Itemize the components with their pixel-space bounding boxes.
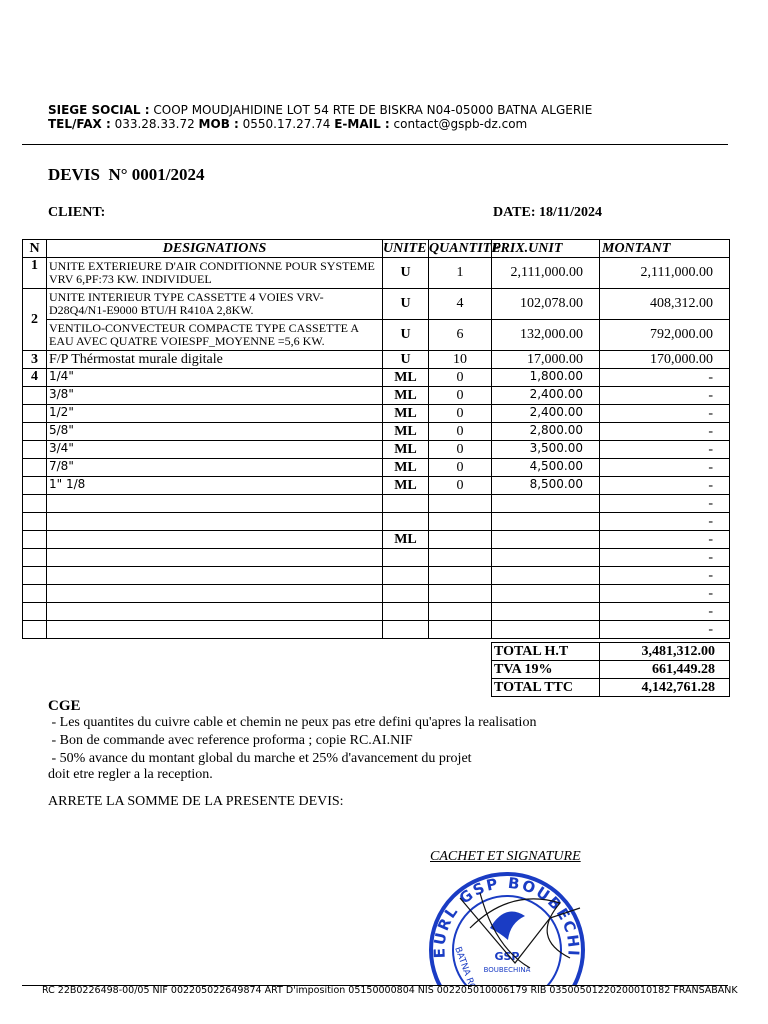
table-row xyxy=(23,459,730,477)
row-unit xyxy=(383,549,429,567)
row-amount: 792,000.00 xyxy=(600,320,730,351)
row-unit: ML xyxy=(383,423,429,441)
row-qty: 10 xyxy=(429,351,492,369)
table-row xyxy=(23,387,730,405)
row-qty: 1 xyxy=(429,258,492,289)
col-header-quantite: QUANTITE xyxy=(429,240,501,256)
row-number: 1 xyxy=(23,258,47,289)
stamp-center-text: GSP xyxy=(494,950,520,963)
row-qty: 0 xyxy=(429,459,492,477)
row-designation: 5/8" xyxy=(47,423,383,441)
company-contact: TEL/FAX : 033.28.33.72 MOB : 0550.17.27.74 E-MAIL : contact@gspb-dz.com xyxy=(48,117,528,131)
tva-row xyxy=(492,661,730,679)
row-unit: U xyxy=(383,289,429,320)
row-amount: - xyxy=(600,405,730,423)
row-unit: U xyxy=(383,258,429,289)
arrete-text: ARRETE LA SOMME DE LA PRESENTE DEVIS: xyxy=(48,794,344,809)
row-price: 3,500.00 xyxy=(492,441,600,459)
row-qty: 0 xyxy=(429,369,492,387)
stamp-text: EURL GSP BOUBECHI xyxy=(430,873,583,959)
empty-row xyxy=(23,495,730,513)
stamp-sub-text: BOUBECHINA xyxy=(483,966,531,974)
row-price: 4,500.00 xyxy=(492,459,600,477)
company-address: SIEGE SOCIAL : COOP MOUDJAHIDINE LOT 54 RTE DE BISKRA N04-05000 BATNA ALGERIE xyxy=(48,103,593,117)
row-price: 2,400.00 xyxy=(492,387,600,405)
row-unit xyxy=(383,621,429,639)
table-header-row xyxy=(23,240,730,258)
row-amount: - xyxy=(600,585,730,603)
row-amount: 2,111,000.00 xyxy=(600,258,730,289)
empty-row xyxy=(23,531,730,549)
row-qty: 4 xyxy=(429,289,492,320)
row-qty: 6 xyxy=(429,320,492,351)
row-qty: 0 xyxy=(429,441,492,459)
total-ht-label: TOTAL H.T xyxy=(492,643,600,661)
date-label: DATE: 18/11/2024 xyxy=(493,205,603,220)
row-number: 2 xyxy=(23,289,47,351)
row-unit: ML xyxy=(383,531,429,549)
row-designation: 1" 1/8 xyxy=(47,477,383,495)
row-amount: - xyxy=(600,441,730,459)
empty-row xyxy=(23,549,730,567)
totals-table xyxy=(491,642,730,697)
empty-row xyxy=(23,603,730,621)
row-designation: 3/8" xyxy=(47,387,383,405)
stamp-city-text: BATNA RC xyxy=(452,945,477,986)
row-amount: - xyxy=(600,549,730,567)
tva-label: TVA 19% xyxy=(492,661,600,679)
col-header-unite: UNITE xyxy=(383,240,427,256)
col-header-prix-unit: PRIX.UNIT xyxy=(492,240,600,258)
items-table xyxy=(22,239,730,639)
svg-text:EURL GSP BOUBECHINA xyxy=(420,868,583,959)
row-qty: 0 xyxy=(429,405,492,423)
row-unit: ML xyxy=(383,387,429,405)
row-amount: 408,312.00 xyxy=(600,289,730,320)
row-qty: 0 xyxy=(429,387,492,405)
row-number: 4 xyxy=(23,369,47,387)
total-ht-value: 3,481,312.00 xyxy=(600,643,730,661)
table-row xyxy=(23,405,730,423)
row-amount: - xyxy=(600,621,730,639)
row-unit: U xyxy=(383,351,429,369)
table-row xyxy=(23,423,730,441)
col-header-designations: DESIGNATIONS xyxy=(47,240,383,258)
row-amount: - xyxy=(600,459,730,477)
row-unit xyxy=(383,585,429,603)
table-row xyxy=(23,320,730,351)
row-qty: 0 xyxy=(429,477,492,495)
row-price: 102,078.00 xyxy=(492,289,600,320)
company-stamp xyxy=(420,868,590,986)
table-row xyxy=(23,369,730,387)
row-designation: 1/4" xyxy=(47,369,383,387)
footer-legal: RC 22B0226498-00/05 NIF 002205022649874 ART D'imposition 05150000804 NIS 002205010006179 RIB 03500501220200010182 FRANSABANK xyxy=(42,985,738,996)
tva-value: 661,449.28 xyxy=(600,661,730,679)
total-ttc-value: 4,142,761.28 xyxy=(600,679,730,697)
row-price: 2,800.00 xyxy=(492,423,600,441)
row-price: 2,111,000.00 xyxy=(492,258,600,289)
row-price: 2,400.00 xyxy=(492,405,600,423)
empty-row xyxy=(23,621,730,639)
row-amount: - xyxy=(600,567,730,585)
col-header-n: N xyxy=(23,240,47,258)
row-amount: - xyxy=(600,495,730,513)
row-price: 8,500.00 xyxy=(492,477,600,495)
row-unit xyxy=(383,567,429,585)
row-unit: ML xyxy=(383,405,429,423)
signature-label: CACHET ET SIGNATURE xyxy=(430,849,581,864)
row-unit: ML xyxy=(383,459,429,477)
row-price: 1,800.00 xyxy=(492,369,600,387)
cge-title: CGE xyxy=(48,698,81,714)
header-divider xyxy=(22,144,728,145)
row-unit: ML xyxy=(383,441,429,459)
row-unit xyxy=(383,603,429,621)
table-row xyxy=(23,351,730,369)
cge-line-2: - Bon de commande avec reference proforma ; copie RC.AI.NIF xyxy=(48,733,413,748)
cge-line-1: - Les quantites du cuivre cable et chemin ne peux pas etre defini qu'apres la realisation xyxy=(48,715,537,730)
row-unit: U xyxy=(383,320,429,351)
empty-row xyxy=(23,513,730,531)
row-qty: 0 xyxy=(429,423,492,441)
row-designation: 3/4" xyxy=(47,441,383,459)
cge-line-3: - 50% avance du montant global du marche et 25% d'avancement du projet xyxy=(48,751,472,766)
row-amount: - xyxy=(600,369,730,387)
row-amount: - xyxy=(600,603,730,621)
empty-row xyxy=(23,567,730,585)
total-ttc-label: TOTAL TTC xyxy=(492,679,600,697)
row-amount: - xyxy=(600,513,730,531)
table-row xyxy=(23,289,730,320)
document-title: DEVIS N° 0001/2024 xyxy=(48,165,205,184)
cge-line-4: doit etre regler a la reception. xyxy=(48,767,213,782)
row-amount: 170,000.00 xyxy=(600,351,730,369)
row-amount: - xyxy=(600,423,730,441)
row-price: 132,000.00 xyxy=(492,320,600,351)
total-ht-row xyxy=(492,643,730,661)
row-designation: VENTILO-CONVECTEUR COMPACTE TYPE CASSETTE A EAU AVEC QUATRE VOIESPF_MOYENNE =5,6 KW. xyxy=(47,320,383,351)
row-price: 17,000.00 xyxy=(492,351,600,369)
row-designation: F/P Thérmostat murale digitale xyxy=(47,351,383,369)
table-row xyxy=(23,258,730,289)
table-row xyxy=(23,477,730,495)
row-unit xyxy=(383,513,429,531)
row-amount: - xyxy=(600,531,730,549)
total-ttc-row xyxy=(492,679,730,697)
row-designation: 7/8" xyxy=(47,459,383,477)
row-designation: UNITE EXTERIEURE D'AIR CONDITIONNE POUR SYSTEME VRV 6,PF:73 KW. INDIVIDUEL xyxy=(47,258,383,289)
row-unit xyxy=(383,495,429,513)
empty-row xyxy=(23,585,730,603)
row-designation: 1/2" xyxy=(47,405,383,423)
col-header-montant: MONTANT xyxy=(600,240,730,258)
row-amount: - xyxy=(600,477,730,495)
client-label: CLIENT: xyxy=(48,205,106,220)
row-amount: - xyxy=(600,387,730,405)
row-designation: UNITE INTERIEUR TYPE CASSETTE 4 VOIES VRV-D28Q4/N1-E9000 BTU/H R410A 2,8KW. xyxy=(47,289,383,320)
row-unit: ML xyxy=(383,369,429,387)
row-unit: ML xyxy=(383,477,429,495)
row-number: 3 xyxy=(23,351,47,369)
table-row xyxy=(23,441,730,459)
